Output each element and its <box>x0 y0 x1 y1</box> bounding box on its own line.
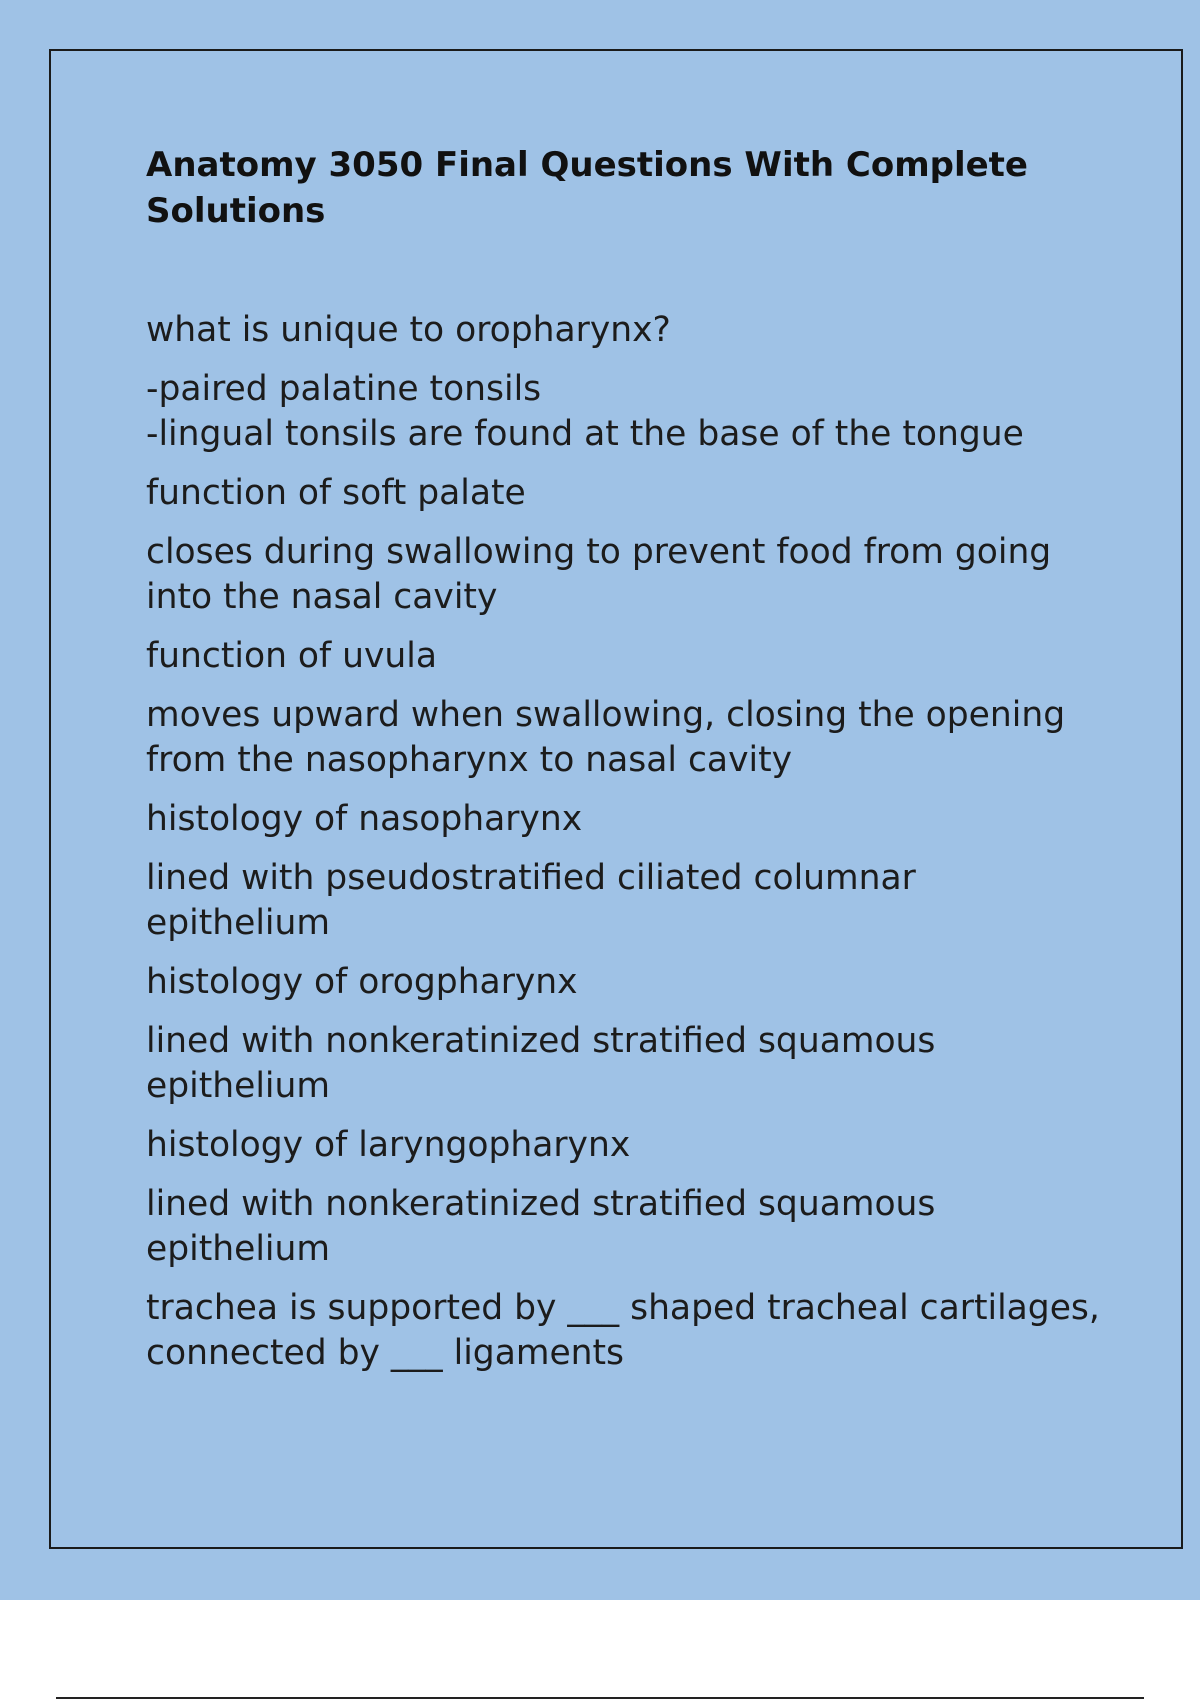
page-divider <box>56 1697 1144 1699</box>
answer-line: lined with nonkeratinized stratified squamous epithelium <box>146 1184 936 1269</box>
question-line: function of uvula <box>146 636 437 676</box>
document-content <box>146 142 1106 1390</box>
document-title: Anatomy 3050 Final Questions With Complete Solutions <box>146 145 1028 231</box>
answer-line: lined with pseudostratified ciliated columnar epithelium <box>146 858 916 943</box>
question-line: histology of nasopharynx <box>146 799 583 839</box>
question-line: histology of orogpharynx <box>146 962 578 1002</box>
answer-line: lined with nonkeratinized stratified squamous epithelium <box>146 1021 936 1106</box>
answer-line: -paired palatine tonsils -lingual tonsils are found at the base of the tongue <box>146 369 1024 454</box>
question-answer-list <box>146 308 1106 1376</box>
question-line: function of soft palate <box>146 473 526 513</box>
question-line: trachea is supported by ___ shaped tracheal cartilages, connected by ___ ligaments <box>146 1288 1100 1373</box>
answer-line: closes during swallowing to prevent food from going into the nasal cavity <box>146 532 1052 617</box>
question-line: what is unique to oropharynx? <box>146 310 671 350</box>
answer-line: moves upward when swallowing, closing the opening from the nasopharynx to nasal cavity <box>146 695 1066 780</box>
question-line: histology of laryngopharynx <box>146 1125 631 1165</box>
